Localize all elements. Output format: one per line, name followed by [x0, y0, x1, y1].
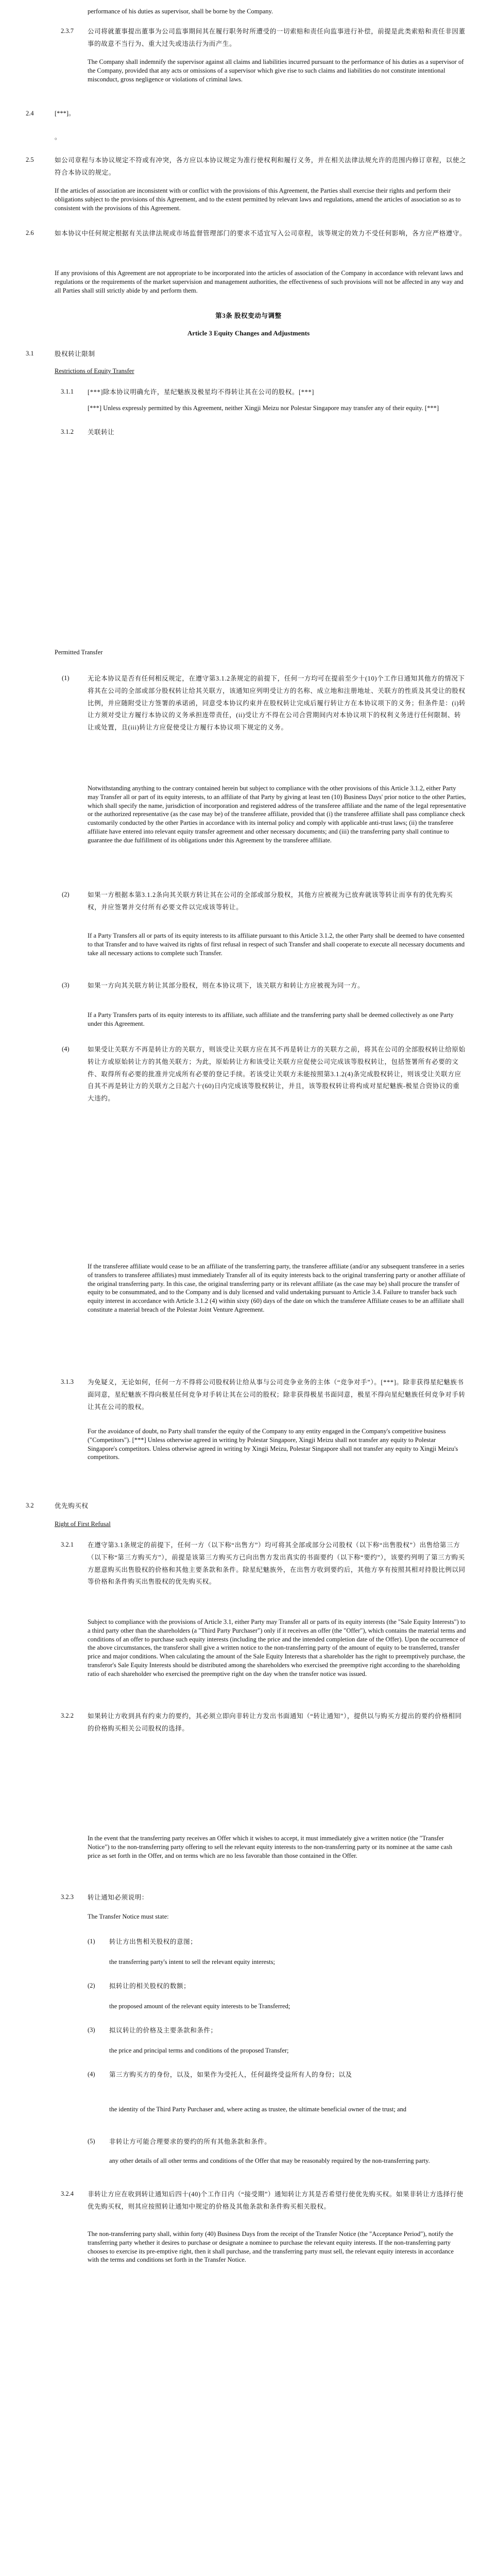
- paragraph-3-en: If a Party Transfers parts of its equity interests to its affiliate, such affiliate and the transferring party shall be deemed collectively as one Party under this Agreement.: [88, 1011, 454, 1027]
- article-3-heading-zh: 第3条 股权变动与调整: [215, 312, 282, 319]
- list-item-1-en: the transferring party's intent to sell the relevant equity interests;: [109, 1958, 275, 1965]
- list-item-5-zh: 非转让方可能合理要求的要约的所有其他条款和条件。: [109, 2138, 271, 2145]
- paragraph-2-zh: 如果一方根据本第3.1.2条向其关联方转让其在公司的全部或部分股权，其他方应被视为已放弃就该等转让而享有的优先购买权，并应签署并交付所有必要文件以完成该等转让。: [88, 891, 453, 911]
- section-3-1-heading-en: Restrictions of Equity Transfer: [55, 367, 134, 375]
- section-3-1-3-en: For the avoidance of doubt, no Party shall transfer the equity of the Company to any entity engaged in the Company's competitive business ("Competitors"). [***] Unless otherwise agreed in writing by Polestar Singapore, Xingji Meizu shall not transfer any equity to Polestar Singapore's competitors. Unless otherwise agreed in writing by Xingji Meizu, Polestar Singapore shall not transfer any equity to Xingji Meizu's competitors.: [88, 1428, 458, 1461]
- section-3-1-2-heading-zh: 关联转让: [88, 429, 115, 436]
- list-item-2-zh: 拟转让的相关股权的数额；: [109, 1982, 191, 1990]
- section-number: 3.2.1: [61, 1541, 74, 1548]
- list-item-3-en: the price and principal terms and conditions of the proposed Transfer;: [109, 2047, 289, 2054]
- paragraph-number: (2): [62, 891, 70, 898]
- list-item-3-zh: 拟议转让的价格及主要条款和条件；: [109, 2027, 217, 2034]
- section-3-1-1-zh: [***]除本协议明确允许，星纪魅族及极星均不得转让其在公司的股权。[***]: [88, 388, 315, 396]
- paragraph-2-en: If a Party Transfers all or parts of its equity interests to its affiliate pursuant to this Article 3.1.2, the other Party shall be deemed to have consented to that Transfer and to have waived its rights of first refusal in respect of such Transfer and shall cooperate to execute all necessary documents and take all necessary actions to complete such Transfer.: [88, 932, 465, 957]
- list-item-4-zh: 第三方购买方的身份，以及，如果作为受托人，任何最终受益所有人的身份；以及: [109, 2071, 352, 2078]
- section-number: 3.1.1: [61, 388, 74, 395]
- list-number: (4): [88, 2071, 95, 2078]
- section-3-2-4-zh: 非转让方应在收到转让通知后四十(40)个工作日内（“接受期”）通知转让方其是否希望行使优先购买权。如果非转让方选择行使优先购买权，则其应按照转让通知中规定的价格及其他条款和条件购买相关股权。: [88, 2191, 464, 2210]
- section-number: 3.2.2: [61, 1712, 74, 1719]
- section-3-1-heading-zh: 股权转让限制: [55, 350, 95, 358]
- paragraph-3-zh: 如果一方向其关联方转让其部分股权，则在本协议项下，该关联方和转让方应被视为同一方。: [88, 982, 365, 989]
- section-3-2-4-en: The non-transferring party shall, within forty (40) Business Days from the receipt of the Transfer Notice (the "Acceptance Period"), notify the transferring party whether it desires to purchase or designate a nominee to purchase the relevant equity interests. If the non-transferring party chooses to exercise its pre-emptive right, then it shall purchase, and the transferring party must sell, the relevant equity interests in accordance with the terms and conditions set forth in the Transfer Notice.: [88, 2230, 454, 2264]
- list-number: (1): [88, 1938, 95, 1945]
- section-3-2-heading-en: Right of First Refusal: [55, 1520, 111, 1528]
- section-3-2-2-en: In the event that the transferring party receives an Offer which it wishes to accept, it must immediately give a written notice (the "Transfer Notice") to the non-transferring party offering to sell the relevant equity interests to the non-transferring party or its nominee at the same cash price as set forth in the Offer, and on terms which are no less favorable than those contained in the Offer.: [88, 1835, 453, 1859]
- section-number: 2.4: [26, 110, 34, 117]
- list-number: (5): [88, 2138, 95, 2145]
- section-2-6-en: If any provisions of this Agreement are not appropriate to be incorporated into the articles of association of the Company in accordance with relevant laws and regulations or the requirements of the market supervision and management authorities, the effectiveness of such provisions will not be affected in any way and all Parties shall still strictly abide by and perform them.: [55, 269, 464, 294]
- section-number: 3.2: [26, 1502, 34, 1509]
- section-3-2-2-zh: 如果转让方收到具有约束力的要约，其必须立即向非转让方发出书面通知（“转让通知”），提供以与购买方提出的要约价格相同的价格购买相关公司股权的选择。: [88, 1713, 462, 1732]
- section-3-2-3-en: The Transfer Notice must state:: [88, 1913, 169, 1920]
- section-3-2-heading-zh: 优先购买权: [55, 1502, 89, 1510]
- section-number: 3.2.4: [61, 2190, 74, 2197]
- section-2-3-6-tail-en: performance of his duties as supervisor, shall be borne by the Company.: [88, 8, 273, 15]
- list-item-2-en: the proposed amount of the relevant equity interests to be Transferred;: [109, 2003, 290, 2010]
- article-3-heading-en: Article 3 Equity Changes and Adjustments: [187, 329, 310, 337]
- section-3-2-1-en: Subject to compliance with the provisions of Article 3.1, either Party may Transfer all or parts of its equity interests (the "Sale Equity Interests") to a third party other than the shareholders (a "Third Party Purchaser") only if it receives an offer (the "Offer"), which contains the material terms and conditions of an offer to purchase such equity interests (including the price and the intended completion date of the Offer). Upon the occurrence of the above circumstances, the transferor shall give a written notice to the non-transferring party of the amount of equity to be transferred, transfer price and major conditions. When calculating the amount of the Sale Equity Interests that a shareholder has the right to preemptively purchase, the transferor's Sale Equity Interests should be distributed among the shareholders who exercised the preemptive right according to the shareholding ratio of each shareholder who exercised the preemptive right on the day when the transfer notice was issued.: [88, 1618, 466, 1677]
- section-2-5-en: If the articles of association are inconsistent with or conflict with the provisions of this Agreement, the Parties shall exercise their rights and perform their obligations subject to the provisions of this Agreement, and to the extent permitted by relevant laws and regulations, amend the articles of association so as to consistent with the provisions of this Agreement.: [55, 187, 461, 212]
- section-2-6-zh: 如本协议中任何规定根据有关法律法规或市场监督管理部门的要求不适宜写入公司章程，该等规定的效力不受任何影响，各方应严格遵守。: [55, 230, 467, 237]
- section-2-5-zh: 如公司章程与本协议规定不符或有冲突，各方应以本协议规定为准行使权利和履行义务，并在相关法律法规允许的范围内修订章程，以使之符合本协议的规定。: [55, 157, 467, 176]
- section-2-4-text: [***]。: [55, 110, 75, 117]
- paragraph-number: (3): [62, 981, 70, 989]
- list-item-5-en: any other details of all other terms and conditions of the Offer that may be reasonably required by the non-transferring party.: [109, 2157, 430, 2164]
- list-number: (2): [88, 1982, 95, 1989]
- section-number: 3.1: [26, 350, 34, 357]
- list-item-1-zh: 转让方出售相关股权的意图；: [109, 1938, 197, 1945]
- paragraph-4-en: If the transferee affiliate would cease to be an affiliate of the transferring party, the transferee affiliate (and/or any subsequent transferee in a series of transfers to transferee affiliates) must immediately Transfer all of its equity interests back to the original transferring party or another affiliate of the original transferring party. In this case, the original transferring party or its relevant affiliate (as the case may be) shall procure the transfer of equity to be consummated, and to the Company and is duly licensed and valid undertaking pursuant to Article 3.4. Failure to transfer back such equity interest in accordance with Article 3.1.2 (4) within sixty (60) days of the date on which the transferee Affiliate ceases to be an affiliate shall constitute a material breach of the Polestar Joint Venture Agreement.: [88, 1263, 466, 1313]
- section-number: 3.1.2: [61, 428, 74, 435]
- paragraph-4-zh: 如果受让关联方不再是转让方的关联方，则该受让关联方应在其不再是转让方的关联方之前，将其在公司的全部股权转让给原始转让方或原始转让方的其他关联方；为此，原始转让方和该受让关联方应促使公司完成该等股权转让，包括签署所有必要的文件、取得所有必要的批准并完成所有必要的登记手续。若该受让关联方未能按照第3.1.2(4)条完成股权转让，则该受让关联方应自其不再是转让方的关联方之日起六十(60)日内完成该等股权转让，并且，该等股权转让将构成对星纪魅族-极星合资协议的重大违约。: [88, 1046, 466, 1102]
- section-3-2-1-zh: 在遵守第3.1条规定的前提下，任何一方（以下称“出售方”）均可将其全部或部分公司股权（以下称“出售股权”）出售给第三方（以下称“第三方购买方”），前提是该第三方购买方已向出售方发出真实的书面要约（以下称“要约”），该要约列明了第三方购买方愿意购买出售股权的价格和其他主要条款和条件。除星纪魅族外，在出售方收到要约后，其他方享有按照其相对持股比例以同等价格和条件购买出售股权的优先购买权。: [88, 1541, 466, 1586]
- section-2-3-7-en: The Company shall indemnify the supervisor against all claims and liabilities incurred pursuant to the performance of his duties as a supervisor of the Company, provided that any acts or omissions of a supervisor which give rise to such claims and liabilities do not constitute intentional misconduct, gross negligence or violations of criminal laws.: [88, 58, 464, 83]
- section-3-2-3-zh: 转让通知必须说明：: [88, 1894, 148, 1901]
- section-3-1-3-zh: 为免疑义，无论如何，任何一方不得将公司股权转让给从事与公司竞争业务的主体（“竞争对手”）。[***]。除非获得星纪魅族书面同意，星纪魅族不得向极星任何竞争对手转让其在公司的股权；除非获得极星书面同意，极星不得向星纪魅族任何竞争对手转让其在公司的股权。: [88, 1379, 466, 1411]
- section-number: 2.6: [26, 229, 34, 236]
- section-number: 3.2.3: [61, 1893, 74, 1901]
- list-number: (3): [88, 2026, 95, 2033]
- section-3-1-2-heading-en: Permitted Transfer: [55, 649, 103, 656]
- section-number: 3.1.3: [61, 1378, 74, 1385]
- section-2-3-7-zh: 公司将就董事提出董事为公司监事期间其在履行职务时所遭受的一切索赔和责任向监事进行补偿，前提是此类索赔和责任非因董事的故意不当行为、重大过失或违法行为而产生。: [88, 28, 466, 47]
- section-3-1-1-en: [***] Unless expressly permitted by this Agreement, neither Xingji Meizu nor Polestar Singapore may transfer any of their equity. [***]: [88, 404, 439, 412]
- section-number: 2.3.7: [61, 27, 74, 35]
- paragraph-number: (4): [62, 1045, 70, 1053]
- paragraph-1-en: Notwithstanding anything to the contrary contained herein but subject to compliance with the other provisions of this Article 3.1.2, either Party may Transfer all or part of its equity interests, to an affiliate of that Party by giving at least ten (10) Business Days' prior notice to the other Parties, which shall specify the name, jurisdiction of incorporation and registered address of the transferee affiliate and the name of the legal representative or the authorized representative (as the case may be) of the transferee affiliate, provided that (i) the transferee affiliate shall pass compliance check customarily conducted by the other Parties in accordance with its internal policy and comply with applicable anti-trust laws; (ii) the transferee affiliate have entered into relevant equity transfer agreement and other necessary documents; and (iii) the transferring party shall continue to guarantee the due fulfillment of its obligations under this Agreement by the transferee affiliate.: [88, 785, 466, 844]
- list-item-4-en: the identity of the Third Party Purchaser and, where acting as trustee, the ultimate beneficial owner of the trust; and: [109, 2106, 407, 2113]
- stray-period: 。: [55, 133, 61, 141]
- section-number: 2.5: [26, 156, 34, 163]
- paragraph-1-zh: 无论本协议是否有任何相反规定，在遵守第3.1.2条规定的前提下，任何一方均可在提前至少十(10)个工作日通知其他方的情况下将其在公司的全部或部分股权转让给其关联方，该通知应列明受让方的名称、成立地和注册地址、关联方的性质及其受让的股权比例，并应随附受让方签署的承诺函，同意受本协议约束并在股权转让完成后履行转让方在本协议项下的义务；但条件是：(i)转让方须对受让方履行本协议的义务承担连带责任，(ii)受让方不得在公司合营期间内对本协议项下的权利义务进行任何限制、转让或处置，且(iii)转让方应促使受让方履行本协议项下规定的义务。: [88, 675, 466, 731]
- paragraph-number: (1): [62, 674, 70, 682]
